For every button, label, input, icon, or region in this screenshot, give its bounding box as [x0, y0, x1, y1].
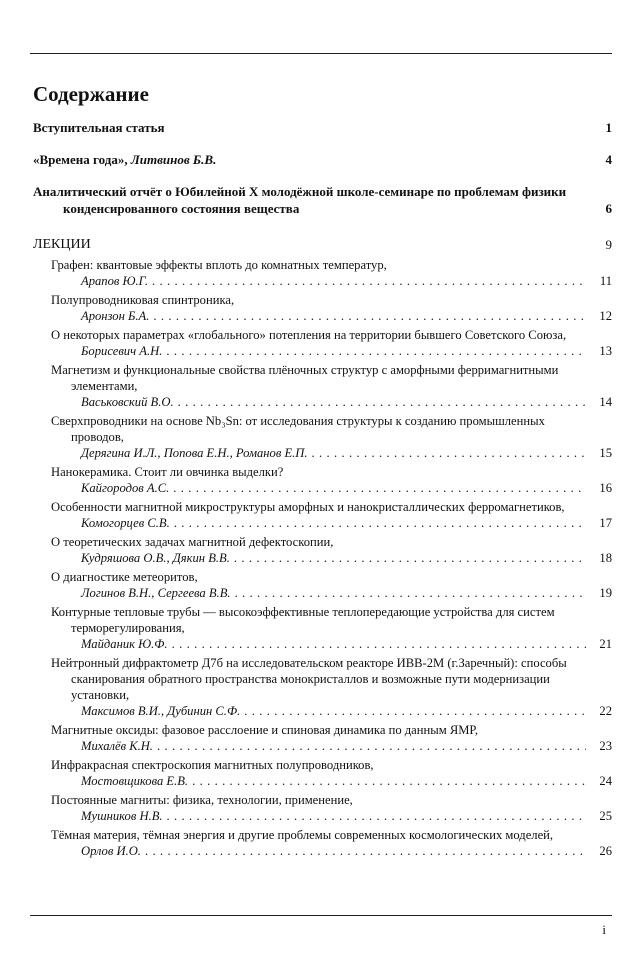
entry-title: Вступительная статья: [33, 120, 165, 135]
lecture-entry[interactable]: [51, 827, 612, 859]
leader-dots: [192, 773, 586, 789]
lecture-title: Постоянные магниты: физика, технологии, применение,: [51, 793, 353, 807]
bottom-rule: [30, 915, 612, 916]
page-number: 21: [599, 637, 612, 651]
lecture-title: О теоретических задачах магнитной дефектоскопии,: [51, 535, 334, 549]
toc-entry-intro[interactable]: [33, 119, 612, 136]
table-of-contents: [33, 119, 612, 859]
page-number: 19: [599, 586, 612, 600]
lecture-entry[interactable]: [51, 569, 612, 601]
lecture-title: Нейтронный дифрактометр Д7б на исследовательском реакторе ИВВ-2М (г.Заречный): способы сканирования обратного пространства монокристаллов и возможные пути модернизации установки,: [51, 656, 567, 702]
leader-dots: [312, 445, 586, 461]
entry-author: Литвинов Б.В.: [130, 152, 217, 167]
lecture-entry[interactable]: [51, 464, 612, 496]
lecture-authors: Арапов Ю.Г.: [81, 274, 149, 288]
leader-dots: [235, 585, 586, 601]
leader-dots: [172, 636, 586, 652]
lecture-authors: Мушников Н.В.: [81, 809, 163, 823]
toc-section-lectures[interactable]: [33, 236, 612, 254]
page-number: 9: [605, 237, 612, 252]
entry-title: Аналитический отчёт о Юбилейной X молодёжной школе-семинаре по проблемам физики конденсированного состояния вещества: [33, 184, 567, 216]
toc-entry-seasons[interactable]: [33, 151, 612, 168]
lecture-authors: Дерягина И.Л., Попова Е.Н., Романов Е.П.: [81, 446, 308, 460]
page-folio: i: [602, 922, 606, 937]
page-number: 4: [605, 152, 612, 167]
page-number: 24: [599, 774, 612, 788]
page-number: 22: [599, 704, 612, 718]
page-number: 12: [599, 309, 612, 323]
leader-dots: [174, 515, 586, 531]
lecture-entry[interactable]: [51, 292, 612, 324]
lecture-authors: Мостовщикова Е.В.: [81, 774, 189, 788]
lecture-authors: Михалёв К.Н.: [81, 739, 153, 753]
page-title: Содержание: [33, 82, 149, 106]
lecture-title: Полупроводниковая спинтроника,: [51, 293, 235, 307]
lecture-title: Особенности магнитной микроструктуры аморфных и нанокристаллических ферромагнетиков,: [51, 500, 565, 514]
lecture-authors: Аронзон Б.А.: [81, 309, 150, 323]
leader-dots: [178, 394, 586, 410]
page-number: 14: [599, 395, 612, 409]
lecture-entry[interactable]: [51, 757, 612, 789]
lecture-authors: Кайгородов А.С.: [81, 481, 170, 495]
lecture-title: Контурные тепловые трубы — высокоэффективные теплопередающие устройства для систем терморегулирования,: [51, 605, 555, 635]
leader-dots: [166, 343, 586, 359]
lecture-authors: Васьковский В.О.: [81, 395, 174, 409]
lecture-title: О диагностике метеоритов,: [51, 570, 198, 584]
lecture-authors: Максимов В.И., Дубинин С.Ф.: [81, 704, 241, 718]
page-number: 18: [599, 551, 612, 565]
entry-title: «Времена года»,: [33, 152, 131, 167]
page-number: 1: [605, 120, 612, 135]
lecture-entry[interactable]: [51, 257, 612, 289]
lecture-authors: Кудряшова О.В., Дякин В.В.: [81, 551, 230, 565]
toc-entry-report[interactable]: [33, 183, 612, 217]
lecture-entry[interactable]: [51, 413, 612, 461]
lecture-entry[interactable]: [51, 722, 612, 754]
lecture-entry[interactable]: [51, 499, 612, 531]
lecture-authors: Комогорцев С.В.: [81, 516, 170, 530]
top-rule: [30, 53, 612, 54]
lecture-entry[interactable]: [51, 792, 612, 824]
lecture-title: Нанокерамика. Стоит ли овчинка выделки?: [51, 465, 284, 479]
leader-dots: [173, 480, 586, 496]
lecture-entry[interactable]: [51, 604, 612, 652]
lecture-title: Магнитные оксиды: фазовое расслоение и спиновая динамика по данным ЯМР,: [51, 723, 478, 737]
page-number: 16: [599, 481, 612, 495]
lecture-title: Сверхпроводники на основе Nb₃Sn: от исследования структуры к созданию промышленных проводов,: [51, 414, 545, 444]
lecture-authors: Орлов И.О.: [81, 844, 141, 858]
lecture-entry[interactable]: [51, 655, 612, 719]
leader-dots: [157, 738, 586, 754]
page-number: 26: [599, 844, 612, 858]
lecture-entry[interactable]: [51, 327, 612, 359]
section-title: ЛЕКЦИИ: [33, 237, 91, 252]
lecture-authors: Логинов В.Н., Сергеева В.В.: [81, 586, 231, 600]
lecture-title: Инфракрасная спектроскопия магнитных полупроводников,: [51, 758, 374, 772]
leader-dots: [145, 843, 586, 859]
page-number: 13: [599, 344, 612, 358]
lecture-title: Магнетизм и функциональные свойства плёночных структур с аморфными ферримагнитными элементами,: [51, 363, 559, 393]
lecture-title: Тёмная материя, тёмная энергия и другие проблемы современных космологических моделей,: [51, 828, 554, 842]
page-number: 17: [599, 516, 612, 530]
leader-dots: [234, 550, 586, 566]
leader-dots: [153, 308, 586, 324]
lecture-authors: Борисевич А.Н.: [81, 344, 163, 358]
page-number: 6: [605, 201, 612, 216]
page-number: 25: [599, 809, 612, 823]
lecture-title: О некоторых параметрах «глобального» потепления на территории бывшего Советского Союза,: [51, 328, 567, 342]
lecture-authors: Майданик Ю.Ф.: [81, 637, 168, 651]
lecture-entry[interactable]: [51, 534, 612, 566]
page-number: 11: [599, 274, 612, 288]
page-number: 15: [599, 446, 612, 460]
leader-dots: [152, 273, 586, 289]
leader-dots: [244, 703, 586, 719]
lecture-entry[interactable]: [51, 362, 612, 410]
page-number: 23: [599, 739, 612, 753]
lecture-title: Графен: квантовые эффекты вплоть до комнатных температур,: [51, 258, 387, 272]
leader-dots: [167, 808, 586, 824]
